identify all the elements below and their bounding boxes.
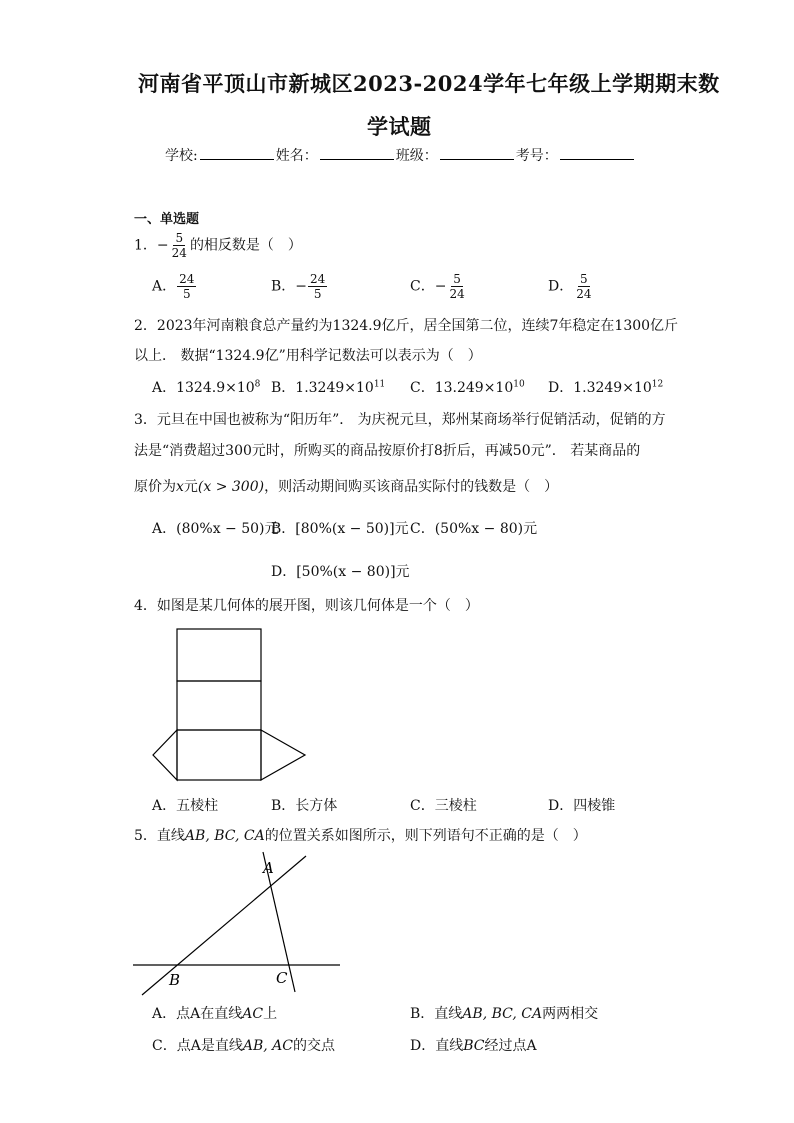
q5-option-a[interactable]: [152, 1003, 277, 1023]
q2-option-a-text: A．1324.9×10: [152, 380, 255, 396]
q3-line3: [134, 477, 558, 497]
q5-option-b-pre: B．直线: [410, 1006, 463, 1022]
net-rect-bottom: [177, 730, 261, 780]
q5-option-b[interactable]: [410, 1003, 598, 1023]
school-label: 学校:: [165, 148, 198, 164]
net-figure: [150, 625, 310, 785]
q1-option-b-numerator: 24: [310, 272, 326, 286]
q1-option-c-fraction: [447, 272, 466, 301]
q2-option-c-text: C．13.249×10: [410, 380, 514, 396]
section-heading: 一、单选题: [134, 212, 200, 227]
q5-option-b-lines: AB, BC, CA: [462, 1006, 543, 1022]
page-title-line2: 学试题: [367, 114, 432, 139]
q1-option-d[interactable]: [548, 272, 595, 301]
q1-option-b-fraction: [308, 272, 327, 301]
q3-option-b[interactable]: B．[80%(x − 50)]元: [271, 521, 409, 537]
net-rect-top: [177, 629, 261, 681]
q2-option-d-exponent: 12: [651, 379, 664, 390]
q3-condition: (x > 300): [197, 479, 265, 495]
net-triangle-left: [153, 730, 177, 780]
q1-option-d-fraction: [574, 272, 593, 301]
q2-option-a-exponent: 8: [254, 379, 261, 390]
q5-option-d-post: 经过点A: [484, 1038, 537, 1054]
number-label: 考号：: [515, 148, 558, 164]
number-blank[interactable]: [560, 145, 634, 160]
q1-option-b-denominator: 5: [313, 287, 322, 301]
q4-option-b[interactable]: B．长方体: [271, 798, 338, 814]
q2-option-b[interactable]: [271, 377, 385, 397]
class-blank[interactable]: [440, 145, 514, 160]
q2-option-d-text: D．1.3249×10: [548, 380, 652, 396]
q1-option-b[interactable]: [271, 272, 328, 301]
q3-variable-x: x: [176, 479, 184, 495]
q5-option-d-line: BC: [463, 1038, 485, 1054]
q1-option-d-denominator: 24: [576, 287, 592, 301]
q2-line2: 以上． 数据“1324.9亿”用科学记数法可以表示为（ ）: [134, 348, 482, 364]
q4-option-a[interactable]: A．五棱柱: [152, 798, 219, 814]
q4-option-c[interactable]: C．三棱柱: [410, 798, 477, 814]
q4-option-d[interactable]: D．四棱锥: [548, 798, 616, 814]
q2-option-c[interactable]: [410, 377, 525, 397]
point-b-label: B: [169, 971, 181, 989]
q1-option-b-label: B．: [271, 278, 296, 295]
q1-option-c[interactable]: [410, 272, 468, 301]
q2-line1: 2．2023年河南粮食总产量约为1324.9亿斤，居全国第二位，连续7年稳定在1300亿斤: [134, 318, 679, 334]
q3-line1: 3．元旦在中国也被称为“阳历年”． 为庆祝元旦，郑州某商场举行促销活动，促销的方: [134, 412, 666, 428]
q5-option-d[interactable]: [410, 1035, 537, 1055]
q3-line3-unit: 元: [183, 479, 198, 495]
q1-option-c-label: C．: [410, 278, 435, 295]
q5-option-c-lines: AB, AC: [242, 1038, 293, 1054]
q1-option-c-numerator: 5: [453, 272, 461, 286]
class-label: 班级：: [395, 148, 438, 164]
q3-option-d[interactable]: D．[50%(x − 80)]元: [271, 564, 410, 580]
q2-option-b-text: B．1.3249×10: [271, 380, 374, 396]
q5-option-c-post: 的交点: [292, 1038, 335, 1054]
question-1: [134, 231, 302, 260]
lines-figure: [130, 850, 345, 1000]
q2-option-c-exponent: 10: [513, 379, 525, 390]
school-blank[interactable]: [200, 145, 274, 160]
q5-option-a-line: AC: [242, 1006, 264, 1022]
q1-neg-sign: −: [156, 237, 169, 254]
q1-fraction-denominator: 24: [171, 246, 187, 260]
q1-option-a[interactable]: [152, 272, 197, 301]
student-info-line: [165, 145, 636, 165]
q5-option-a-post: 上: [263, 1006, 278, 1022]
q1-option-a-fraction: [177, 272, 196, 301]
q4-text: 4．如图是某几何体的展开图，则该几何体是一个（ ）: [134, 598, 479, 614]
q2-option-d[interactable]: [548, 377, 663, 397]
q1-number: 1．: [134, 237, 157, 254]
page-title-line1: 河南省平顶山市新城区2023-2024学年七年级上学期期末数: [138, 71, 720, 96]
q1-option-c-denominator: 24: [449, 287, 465, 301]
point-c-label: C: [276, 969, 288, 987]
q3-line3-pre: 原价为: [134, 479, 176, 495]
q5-lines: AB, BC, CA: [184, 828, 265, 844]
q1-option-a-denominator: 5: [182, 287, 191, 301]
q5-option-c-pre: C．点A是直线: [152, 1038, 243, 1054]
name-blank[interactable]: [320, 145, 394, 160]
q1-text: 的相反数是（ ）: [189, 237, 302, 254]
q5-post: 的位置关系如图所示，则下列语句不正确的是（ ）: [264, 828, 587, 844]
q1-option-a-numerator: 24: [179, 272, 195, 286]
q5-text: [134, 826, 587, 846]
q3-option-a[interactable]: A．(80%x − 50)元: [152, 521, 279, 537]
q1-option-d-label: D．: [548, 278, 574, 295]
q5-pre: 5．直线: [134, 828, 185, 844]
name-label: 姓名：: [275, 148, 318, 164]
q2-option-b-exponent: 11: [373, 379, 386, 390]
q1-fraction-numerator: 5: [175, 231, 184, 245]
q1-option-c-sign: −: [434, 278, 447, 295]
q3-line2: 法是“消费超过300元时，所购买的商品按原价打8折后，再减50元”． 若某商品的: [134, 443, 641, 459]
q5-option-c[interactable]: [152, 1035, 335, 1055]
q1-option-d-numerator: 5: [580, 272, 588, 286]
q1-option-a-label: A．: [152, 278, 177, 295]
q3-line3-post: ，则活动期间购买该商品实际付的钱数是（ ）: [264, 479, 559, 495]
q1-fraction: [170, 231, 189, 260]
q2-option-a[interactable]: [152, 377, 260, 397]
q5-option-d-pre: D．直线: [410, 1038, 464, 1054]
point-a-label: A: [263, 859, 274, 877]
net-triangle-right: [261, 730, 305, 780]
q3-option-c[interactable]: C．(50%x − 80)元: [410, 521, 538, 537]
q1-option-b-sign: −: [295, 278, 308, 295]
q5-option-b-post: 两两相交: [542, 1006, 599, 1022]
net-rect-middle: [177, 681, 261, 730]
q5-option-a-pre: A．点A在直线: [152, 1006, 243, 1022]
